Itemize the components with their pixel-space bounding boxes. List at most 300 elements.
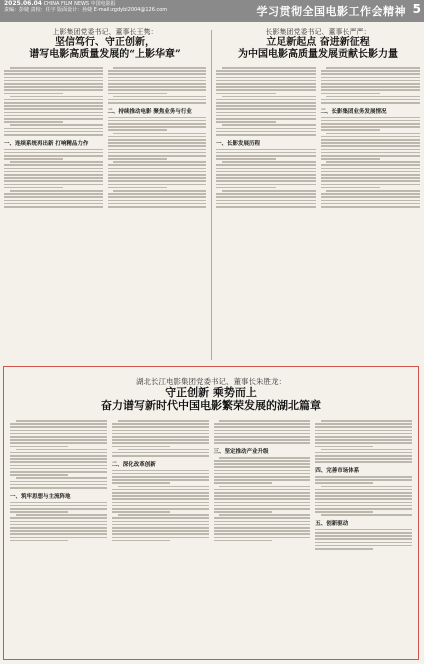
paper-name: CHINA FILM NEWS 中国电影报 [43,1,116,7]
text-line [216,80,316,82]
text-line [4,196,103,198]
article-subhead: 一、连续系统再出新 打响精品力作 [4,140,89,147]
text-line [315,489,412,491]
text-line [108,102,207,104]
text-line [326,67,420,69]
text-line [216,102,316,104]
text-line [10,161,103,163]
text-line [216,193,316,195]
text-line [4,134,103,136]
text-line [214,470,311,472]
text-line [10,436,107,438]
text-line [321,89,421,91]
text-line [321,86,421,88]
text-line [214,463,311,465]
text-line [216,89,316,91]
text-line [108,180,207,182]
text-line [10,468,107,470]
article-subhead: 二、深化改革创新 [111,461,156,468]
text-line [216,168,316,170]
text-line [216,200,316,202]
text-line [321,177,421,179]
text-line [10,474,68,476]
text-line [216,171,316,173]
text-line [214,466,311,468]
text-line [315,502,412,504]
text-line [321,514,412,516]
text-line [315,476,412,478]
text-line [108,83,207,85]
text-line [214,442,311,444]
text-line [112,517,209,519]
text-line [108,145,207,147]
text-line [10,458,107,460]
text-line [222,124,316,126]
text-line [216,121,276,123]
text-line [4,155,103,157]
text-line [108,164,207,166]
text-line [10,481,107,483]
text-line [112,527,209,529]
text-line [108,177,207,179]
text-line [315,495,412,497]
text-line [108,155,207,157]
text-line [315,479,412,481]
text-line [214,482,272,484]
text-line [4,80,103,82]
text-line [214,492,311,494]
text-line [10,508,107,510]
text-line [321,180,421,182]
text-column [108,67,207,209]
article-header [4,28,206,61]
article-subhead: 三、坚定推动产业升级 [213,448,269,455]
text-line [112,436,209,438]
article-title-line: 谱写电影高质量发展的“上影华章” [29,49,181,60]
text-line [4,174,103,176]
text-line [10,540,68,542]
editor-credits: 责编：彭婕 责校：任宇 版面设计：孙婕 [4,7,94,13]
text-line [321,184,421,186]
text-line [16,420,107,422]
text-line [4,158,63,160]
text-line [216,83,316,85]
article-title-line: 守正创新 乘势而上 [165,386,257,399]
text-line [315,548,373,550]
text-line [112,540,170,542]
text-line [4,152,103,154]
text-line [118,514,209,516]
article-kicker: 湖北长江电影集团党委书记、董事长朱胜龙： [136,377,286,386]
article-kicker: 上影集团党委书记、董事长王隽： [52,28,158,36]
text-line [315,511,373,513]
text-line [112,505,209,507]
text-line [4,115,103,117]
text-line [10,452,107,454]
text-line [10,442,107,444]
section-title: 学习贯彻全国电影工作会精神 [256,5,406,18]
text-line [321,168,421,170]
text-line [216,149,316,151]
text-line [108,174,207,176]
text-line [321,203,421,205]
text-line [214,540,272,542]
text-line [214,426,311,428]
text-line [321,174,421,176]
text-line [214,533,311,535]
text-line [10,439,107,441]
text-line [315,423,412,425]
article-kicker: 长影集团党委书记、董事长严严： [265,28,371,36]
text-line [326,161,420,163]
text-line [216,152,316,154]
text-column [10,420,107,551]
text-line [321,152,421,154]
article-subhead: 一、筑牢思想与主流阵地 [10,493,71,500]
text-line [108,80,207,82]
text-line [219,486,310,488]
text-line [112,423,209,425]
text-line [4,180,103,182]
text-line [10,423,107,425]
text-line [118,420,209,422]
text-line [222,190,316,192]
text-line [112,430,209,432]
article-subhead: 四、完善市场体系 [315,468,360,475]
text-line [108,77,207,79]
contact-email: E-mail:zgdybl2004@126.com [93,7,168,13]
text-line [4,102,103,104]
text-line [108,158,167,160]
text-line [219,514,310,516]
article-header [4,377,418,412]
page-number: 5 [412,2,421,16]
text-line [112,537,209,539]
text-line [214,423,311,425]
text-line [219,457,310,459]
text-line [214,498,311,500]
text-line [214,511,272,513]
text-line [216,184,316,186]
text-line [4,105,103,107]
text-line [216,73,316,75]
text-line [4,184,103,186]
text-column [214,420,311,551]
text-line [118,449,209,451]
text-line [10,96,103,98]
article-title-line: 为中国电影高质量发展贡献长影力量 [238,49,398,60]
text-line [108,73,207,75]
text-line [112,479,209,481]
text-line [4,187,63,189]
text-line [108,196,207,198]
text-line [108,152,207,154]
article-subhead: 一、长影发展历程 [216,140,261,147]
text-line [10,190,103,192]
text-line [113,190,206,192]
text-line [214,476,311,478]
text-line [16,449,107,451]
text-line [10,537,107,539]
text-line [321,83,421,85]
text-line [216,105,316,107]
text-line [4,149,103,151]
text-line [214,430,311,432]
text-line [10,430,107,432]
text-line [10,446,68,448]
text-line [118,486,209,488]
text-line [216,131,316,133]
text-line [315,439,412,441]
text-line [108,123,207,125]
text-line [216,86,316,88]
text-line [108,129,167,131]
text-line [10,455,107,457]
text-line [321,93,381,95]
text-line [321,145,421,147]
text-line [216,203,316,205]
text-line [112,530,209,532]
text-line [214,473,311,475]
text-line [113,96,206,98]
text-line [321,187,381,189]
text-line [112,508,209,510]
text-line [315,452,412,454]
text-line [10,484,107,486]
article-body [10,420,412,551]
text-line [112,426,209,428]
article-subhead: 五、创新驱动 [315,520,349,527]
text-line [4,206,103,208]
article-subhead: 二、长影集团业务发展情况 [320,108,387,115]
text-line [315,535,412,537]
text-line [113,133,206,135]
text-line [112,455,209,457]
text-line [10,527,107,529]
text-line [4,73,103,75]
text-line [214,508,311,510]
text-line [108,93,167,95]
text-line [214,495,311,497]
text-line [4,112,103,114]
text-line [10,471,107,473]
text-column [4,67,103,209]
text-line [4,70,103,72]
text-line [216,93,276,95]
text-line [112,489,209,491]
text-line [321,171,421,173]
text-line [108,149,207,151]
text-line [216,115,316,117]
text-line [315,426,412,428]
text-line [112,476,209,478]
text-line [315,433,412,435]
text-line [4,86,103,88]
text-line [214,489,311,491]
text-line [112,533,209,535]
text-line [112,482,170,484]
article-body [216,67,420,209]
issue-date: 2025.06.04 [4,0,42,7]
text-line [112,524,209,526]
text-line [108,142,207,144]
text-line [16,514,107,516]
text-line [214,439,311,441]
text-line [219,420,310,422]
text-line [108,70,207,72]
text-line [321,200,421,202]
text-line [4,193,103,195]
text-line [326,96,420,98]
text-line [214,537,311,539]
text-line [321,77,421,79]
text-line [216,164,316,166]
text-line [216,196,316,198]
text-line [4,93,63,95]
text-line [216,155,316,157]
text-line [4,203,103,205]
text-line [214,524,311,526]
text-line [321,193,421,195]
text-line [10,502,107,504]
text-line [315,505,412,507]
text-line [321,129,381,131]
text-line [108,86,207,88]
text-line [4,128,103,130]
text-line [214,521,311,523]
text-line [214,502,311,504]
text-line [216,206,316,208]
text-line [315,492,412,494]
text-line [216,118,316,120]
text-line [4,177,103,179]
article-subhead: 二、持续推动电影 聚焦业务与行业 [107,108,192,115]
text-line [216,112,316,114]
text-line [112,446,170,448]
text-line [108,184,207,186]
text-line [216,108,316,110]
text-column [315,420,412,551]
text-line [4,164,103,166]
text-line [315,458,412,460]
text-line [4,108,103,110]
text-column [216,67,316,209]
text-line [10,533,107,535]
text-line [10,461,107,463]
text-line [108,126,207,128]
text-line [108,139,207,141]
text-line [315,508,412,510]
article-body [4,67,206,209]
text-line [10,487,107,489]
text-line [216,177,316,179]
text-line [214,505,311,507]
article-title-line: 立足新起点 奋进新征程 [266,37,370,48]
text-line [16,477,107,479]
text-line [222,96,316,98]
text-line [112,495,209,497]
text-line [108,117,207,119]
text-line [214,530,311,532]
text-line [112,439,209,441]
text-line [214,517,311,519]
text-line [321,449,412,451]
text-line [321,158,381,160]
text-line [112,470,209,472]
text-line [10,530,107,532]
text-line [108,136,207,138]
text-line [108,206,207,208]
text-line [10,524,107,526]
text-line [321,120,421,122]
masthead [0,0,424,22]
text-line [112,492,209,494]
article-title-line: 奋力谱写新时代中国电影繁荣发展的湖北篇章 [101,399,321,412]
text-line [112,511,170,513]
text-line [315,498,412,500]
article-header [216,28,420,61]
text-line [108,193,207,195]
text-line [4,83,103,85]
text-line [216,158,276,160]
text-line [321,149,421,151]
text-line [326,133,420,135]
article-title-line: 坚信笃行、守正创新， [55,37,155,48]
text-line [216,70,316,72]
text-line [222,161,316,163]
text-line [321,126,421,128]
text-line [4,131,103,133]
text-line [112,502,209,504]
text-line [321,196,421,198]
text-line [214,479,311,481]
text-line [216,77,316,79]
text-line [214,433,311,435]
text-line [321,486,412,488]
text-line [10,517,107,519]
text-line [315,529,412,531]
text-line [214,527,311,529]
text-line [10,67,103,69]
text-line [315,455,412,457]
text-line [315,430,412,432]
text-line [4,171,103,173]
text-line [315,442,412,444]
text-line [321,139,421,141]
text-line [321,123,421,125]
text-line [108,120,207,122]
text-line [315,538,412,540]
text-line [112,433,209,435]
text-line [4,89,103,91]
text-line [10,521,107,523]
text-line [321,136,421,138]
text-line [112,473,209,475]
text-line [321,102,421,104]
text-line [4,77,103,79]
text-line [222,67,316,69]
text-column [112,420,209,551]
text-line [315,545,412,547]
text-line [108,187,167,189]
text-line [321,99,421,101]
text-line [321,164,421,166]
text-line [4,99,103,101]
text-line [321,70,421,72]
text-line [108,99,207,101]
text-line [113,67,206,69]
text-line [216,99,316,101]
